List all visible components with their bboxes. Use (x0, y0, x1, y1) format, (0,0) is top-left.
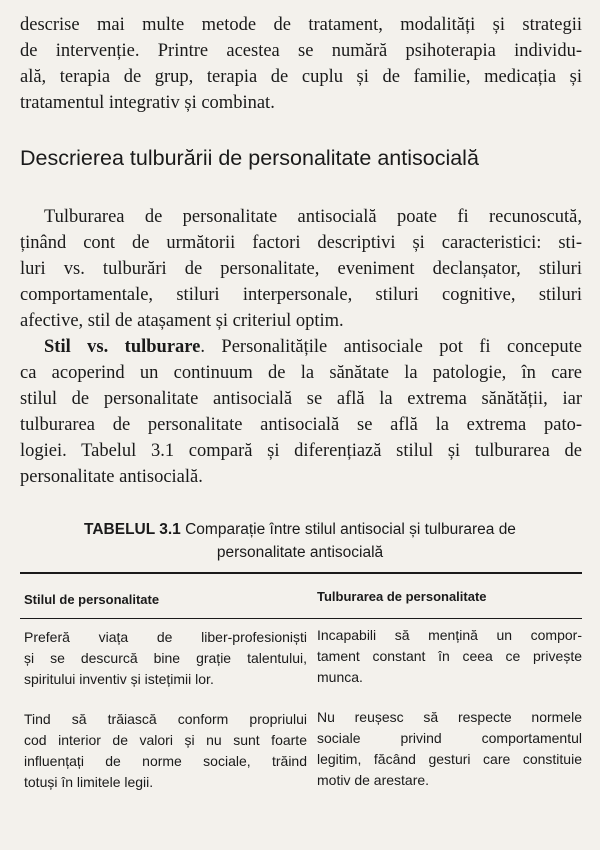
paragraph-line: personalitate antisocială. (20, 467, 203, 487)
paragraph-line (20, 334, 582, 360)
cell-line: munca. (317, 669, 363, 685)
intro-paragraph (20, 12, 582, 116)
intro-line: ală, terapia de grup, terapia de cuplu și de familie, medicația și (20, 67, 582, 87)
intro-line: de intervenție. Printre acestea se numără psihoterapia individu- (20, 41, 582, 61)
caption-label: TABELUL 3.1 (84, 521, 181, 538)
caption-line-2: personalitate antisocială (216, 544, 384, 561)
cell-line: Nu reușesc să respecte normele (317, 709, 582, 725)
paragraph-line: logiei. Tabelul 3.1 compară și diferențiază stilul și tulburarea de (20, 441, 582, 461)
cell-line: sociale privind comportamentul (317, 730, 582, 746)
table-header-style: Stilul de personalitate (24, 592, 160, 607)
table-cell-style (24, 627, 307, 690)
table-caption (0, 518, 600, 564)
paragraph-line: afective, stil de atașament și criteriul optim. (20, 311, 344, 331)
cell-line: legitim, făcând gesturi care constituie (317, 751, 582, 767)
caption-line-1 (0, 518, 600, 541)
paragraph-line: comportamentale, stiluri interpersonale, stiluri cognitive, stiluri (20, 285, 582, 305)
cell-line: Tind să trăiască conform propriului (24, 711, 307, 727)
caption-text: Comparație între stilul antisocial și tulburarea de (180, 521, 516, 538)
table-cell-style (24, 709, 307, 793)
paragraph-line: luri vs. tulburări de personalitate, eveniment declanșator, stiluri (20, 259, 582, 279)
bold-lead: Stil vs. tulburare (44, 337, 201, 357)
paragraph-line: Tulburarea de personalitate antisocială poate fi recunoscută, (44, 207, 582, 227)
cell-line: motiv de arestare. (317, 772, 430, 788)
first-line-rest: . Personalitățile antisociale pot fi concepute (200, 337, 582, 357)
cell-line: totuși în limitele legii. (24, 774, 154, 790)
table-header-disorder: Tulburarea de personalitate (317, 589, 487, 604)
table-header-rule (20, 618, 582, 619)
paragraph-line: ca acoperind un continuum de la sănătate la patologie, în care (20, 363, 582, 383)
cell-line: Incapabili să mențină un compor- (317, 627, 582, 643)
cell-line: spiritului inventiv și istețimii lor. (24, 671, 214, 687)
intro-line: tratamentul integrativ și combinat. (20, 93, 275, 113)
cell-line: tament constant în ceea ce privește (317, 648, 582, 664)
table-cell-disorder (317, 707, 582, 791)
intro-line: descrise mai multe metode de tratament, modalități și strategii (20, 15, 582, 35)
paragraph-1 (20, 204, 582, 334)
section-heading: Descrierea tulburării de personalitate antisocială (20, 146, 479, 170)
cell-line: cod interior de valori și nu sunt foarte (24, 732, 307, 748)
paragraph-line: stilul de personalitate antisocială se află la extrema sănătății, iar (20, 389, 582, 409)
paragraph-2 (20, 334, 582, 490)
cell-line: influențați de norme sociale, trăind (24, 753, 307, 769)
table-top-rule (20, 572, 582, 574)
table-cell-disorder (317, 625, 582, 688)
cell-line: Preferă viața de liber-profesioniști (24, 629, 307, 645)
cell-line: și se descurcă bine grație talentului, (24, 650, 307, 666)
paragraph-line: ținând cont de următorii factori descriptivi și caracteristici: sti- (20, 233, 582, 253)
paragraph-line: tulburarea de personalitate antisocială se află la extrema pato- (20, 415, 582, 435)
